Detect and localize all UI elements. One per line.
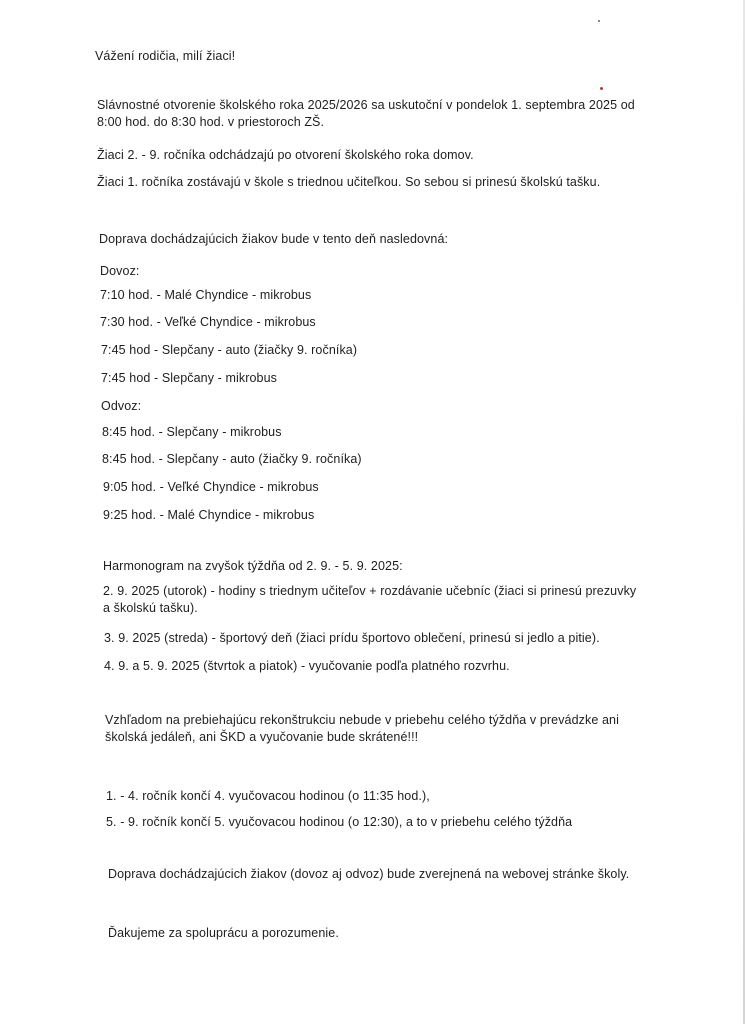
odvoz-label: Odvoz: — [101, 399, 142, 413]
transport-web-note: Doprava dochádzajúcich žiakov (dovoz aj odvoz) bude zverejnená na webovej stránke školy. — [108, 867, 630, 881]
odvoz-item: 9:25 hod. - Malé Chyndice - mikrobus — [103, 508, 315, 522]
end-time-item: 5. - 9. ročník končí 5. vyučovacou hodinou (o 12:30), a to v priebehu celého týždňa — [106, 815, 573, 829]
odvoz-item: 8:45 hod. - Slepčany - auto (žiačky 9. ročníka) — [102, 452, 362, 466]
thanks: Ďakujeme za spoluprácu a porozumenie. — [108, 926, 339, 940]
reconstruction-notice: Vzhľadom na prebiehajúcu rekonštrukciu nebude v priebehu celého týždňa v prevádzke ani školská jedáleň, ani ŠKD a vyučovanie bude skrátené!!! — [105, 713, 619, 744]
dovoz-item: 7:10 hod. - Malé Chyndice - mikrobus — [100, 288, 312, 302]
odvoz-item: 8:45 hod. - Slepčany - mikrobus — [102, 425, 282, 439]
harmonogram-item: 3. 9. 2025 (streda) - športový deň (žiaci prídu športovo oblečení, prinesú si jedlo a pitie). — [104, 631, 600, 645]
grades-2-9-note: Žiaci 2. - 9. ročníka odchádzajú po otvorení školského roka domov. — [97, 148, 474, 162]
harmonogram-title: Harmonogram na zvyšok týždňa od 2. 9. - 5. 9. 2025: — [103, 559, 403, 573]
opening-paragraph: Slávnostné otvorenie školského roka 2025/2026 sa uskutoční v pondelok 1. septembra 2025 od 8:00 hod. do 8:30 hod. v priestoroch ZŠ. — [97, 98, 635, 129]
end-time-item: 1. - 4. ročník končí 4. vyučovacou hodinou (o 11:35 hod.), — [106, 789, 430, 803]
odvoz-item: 9:05 hod. - Veľké Chyndice - mikrobus — [103, 480, 319, 494]
transport-intro: Doprava dochádzajúcich žiakov bude v tento deň nasledovná: — [99, 232, 449, 246]
dust-speck — [598, 20, 600, 22]
dovoz-item: 7:45 hod - Slepčany - mikrobus — [101, 371, 278, 385]
grade-1-note: Žiaci 1. ročníka zostávajú v škole s triednou učiteľkou. So sebou si prinesú školskú tašku. — [97, 175, 601, 189]
dovoz-item: 7:45 hod - Slepčany - auto (žiačky 9. ročníka) — [101, 343, 358, 357]
red-ink-speck — [600, 87, 603, 90]
dovoz-label: Dovoz: — [100, 264, 140, 278]
greeting: Vážení rodičia, milí žiaci! — [95, 49, 236, 63]
harmonogram-item: 2. 9. 2025 (utorok) - hodiny s triednym učiteľov + rozdávanie učebníc (žiaci si prinesú prezuvky a školskú tašku). — [103, 584, 637, 615]
dovoz-item: 7:30 hod. - Veľké Chyndice - mikrobus — [100, 315, 316, 329]
harmonogram-item: 4. 9. a 5. 9. 2025 (štvrtok a piatok) - vyučovanie podľa platného rozvrhu. — [104, 659, 510, 673]
